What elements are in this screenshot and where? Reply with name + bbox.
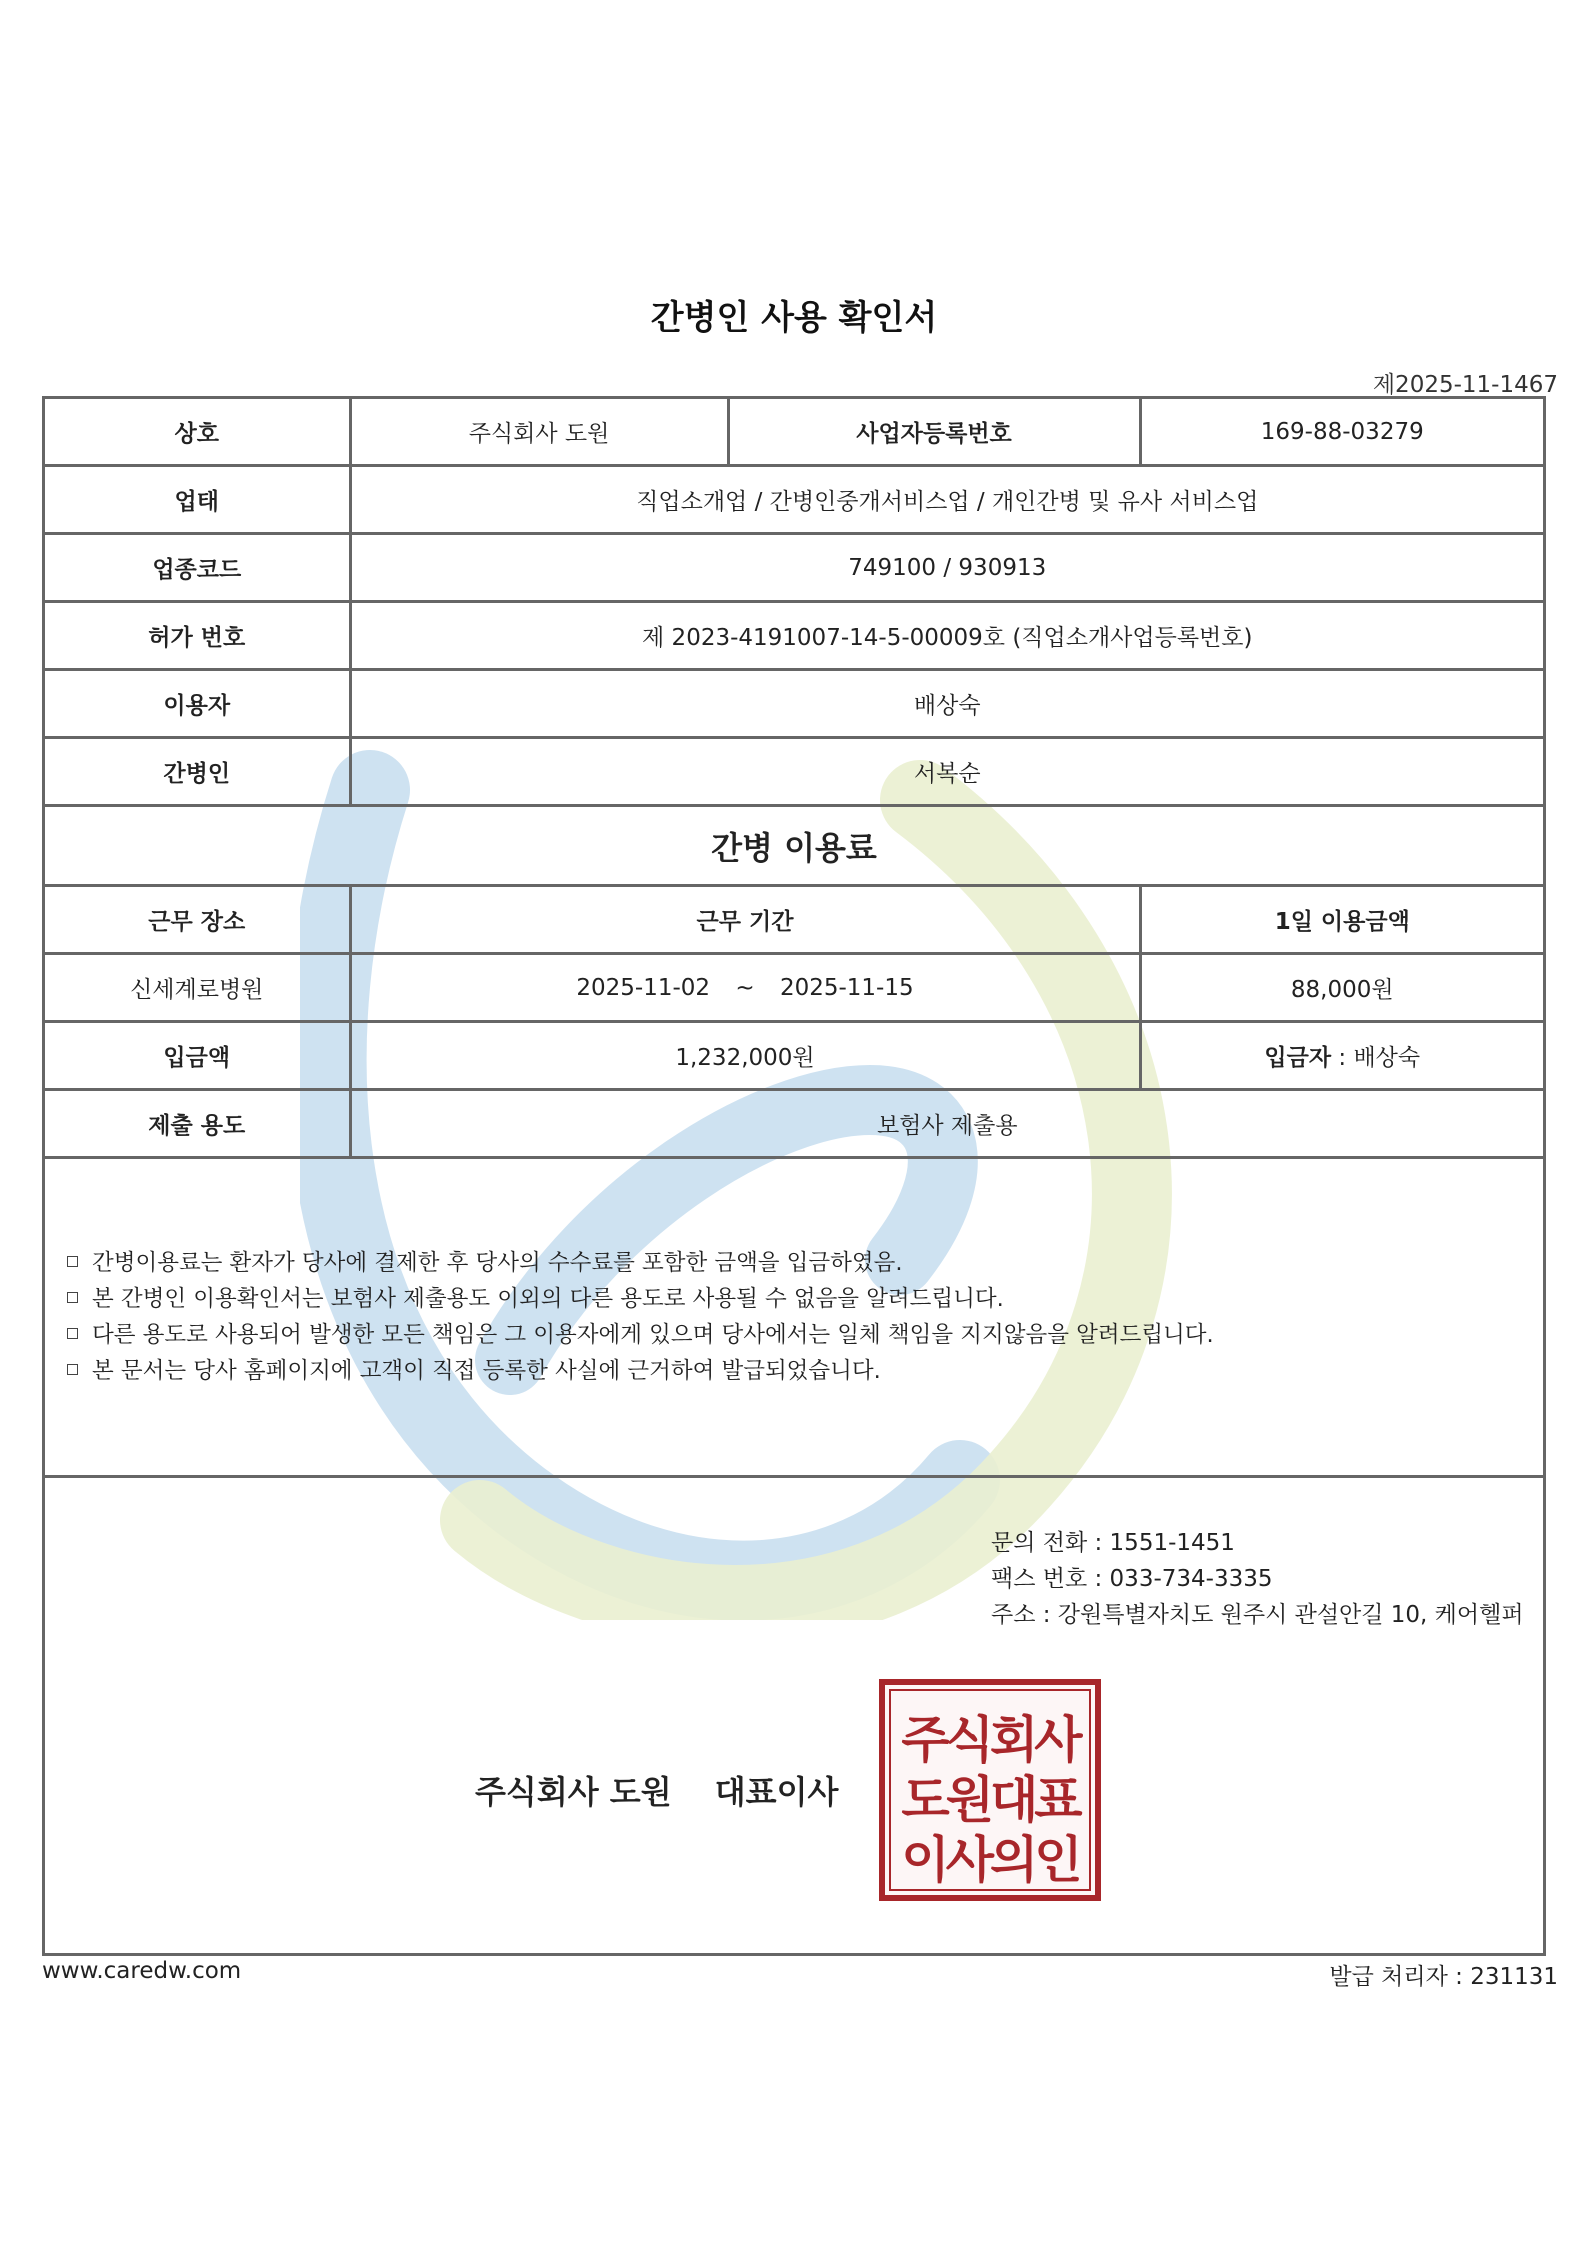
business-type-label: 업태 xyxy=(45,466,350,534)
row-license xyxy=(45,602,1543,670)
workplace-value: 신세계로병원 xyxy=(45,954,350,1022)
period-value xyxy=(350,954,1140,1022)
bizreg-label: 사업자등록번호 xyxy=(728,399,1140,466)
contact-address: 주소 : 강원특별자치도 원주시 관설안길 10, 케어헬퍼 xyxy=(991,1602,1524,1628)
row-industry-code xyxy=(45,534,1543,602)
period-end: 2025-11-15 xyxy=(779,974,914,1001)
contact-fax: 팩스 번호 : 033-734-3335 xyxy=(991,1566,1273,1592)
svg-text:도원대표: 도원대표 xyxy=(901,1771,1079,1829)
notes-item xyxy=(67,1281,1543,1317)
depositor-cell xyxy=(1140,1022,1543,1090)
company-label: 상호 xyxy=(45,399,350,466)
document-number: 제2025-11-1467 xyxy=(1372,372,1558,398)
period-label: 근무 기간 xyxy=(350,886,1140,954)
issuer-id: 발급 처리자 : 231131 xyxy=(1329,1964,1558,1990)
notes-text: 다른 용도로 사용되어 발생한 모든 책임은 그 이용자에게 있으며 당사에서는 일체 책임을 지지않음을 알려드립니다. xyxy=(92,1322,1214,1348)
square-bullet-icon xyxy=(67,1364,78,1375)
industry-code-value: 749100 / 930913 xyxy=(350,534,1543,602)
row-purpose xyxy=(45,1090,1543,1158)
signature-company: 주식회사 도원 xyxy=(475,1773,672,1811)
row-caregiver xyxy=(45,738,1543,806)
signature-line xyxy=(475,1767,838,1813)
workplace-label: 근무 장소 xyxy=(45,886,350,954)
business-type-value: 직업소개업 / 간병인중개서비스업 / 개인간병 및 유사 서비스업 xyxy=(350,466,1543,534)
document-title: 간병인 사용 확인서 xyxy=(650,298,938,338)
industry-code-label: 업종코드 xyxy=(45,534,350,602)
row-deposit xyxy=(45,1022,1543,1090)
license-value: 제 2023-4191007-14-5-00009호 (직업소개사업등록번호) xyxy=(350,602,1543,670)
caregiver-value: 서복순 xyxy=(350,738,1543,806)
fee-section-title: 간병 이용료 xyxy=(45,806,1543,886)
row-company xyxy=(45,399,1543,466)
daily-fee-value: 88,000원 xyxy=(1140,954,1543,1022)
notes-item xyxy=(67,1245,1543,1281)
website-link[interactable]: www.caredw.com xyxy=(42,1958,242,1984)
company-value: 주식회사 도원 xyxy=(350,399,728,466)
contact-block xyxy=(991,1525,1524,1633)
deposit-value: 1,232,000원 xyxy=(350,1022,1140,1090)
depositor-label: 입금자 xyxy=(1264,1045,1332,1071)
depositor-separator: : xyxy=(1331,1045,1354,1071)
svg-text:이사의인: 이사의인 xyxy=(901,1831,1079,1889)
document-frame xyxy=(42,396,1546,1956)
user-value: 배상숙 xyxy=(350,670,1543,738)
row-business-type xyxy=(45,466,1543,534)
notes-text: 간병이용료는 환자가 당사에 결제한 후 당사의 수수료를 포함한 금액을 입금하였음. xyxy=(92,1250,903,1276)
notes-text: 본 문서는 당사 홈페이지에 고객이 직접 등록한 사실에 근거하여 발급되었습니다. xyxy=(92,1358,881,1384)
row-notes xyxy=(45,1158,1543,1477)
svg-text:주식회사: 주식회사 xyxy=(901,1711,1079,1769)
notes-text: 본 간병인 이용확인서는 보험사 제출용도 이외의 다른 용도로 사용될 수 없음을 알려드립니다. xyxy=(92,1286,1004,1312)
notes-item xyxy=(67,1317,1543,1353)
row-fee-headers xyxy=(45,886,1543,954)
bizreg-value: 169-88-03279 xyxy=(1140,399,1543,466)
notes-list xyxy=(67,1245,1543,1389)
square-bullet-icon xyxy=(67,1292,78,1303)
depositor-value: 배상숙 xyxy=(1353,1045,1421,1071)
contact-phone: 문의 전화 : 1551-1451 xyxy=(991,1530,1235,1556)
user-label: 이용자 xyxy=(45,670,350,738)
row-fee-title xyxy=(45,806,1543,886)
notes-cell xyxy=(45,1158,1543,1477)
license-label: 허가 번호 xyxy=(45,602,350,670)
notes-item xyxy=(67,1353,1543,1389)
daily-fee-label: 1일 이용금액 xyxy=(1140,886,1543,954)
deposit-label: 입금액 xyxy=(45,1022,350,1090)
company-seal-stamp xyxy=(879,1679,1101,1901)
square-bullet-icon xyxy=(67,1328,78,1339)
info-table xyxy=(45,399,1543,1478)
caregiver-label: 간병인 xyxy=(45,738,350,806)
row-user xyxy=(45,670,1543,738)
signature-title: 대표이사 xyxy=(714,1773,839,1811)
purpose-label: 제출 용도 xyxy=(45,1090,350,1158)
square-bullet-icon xyxy=(67,1256,78,1267)
period-separator: ~ xyxy=(735,974,755,1001)
row-fee-values xyxy=(45,954,1543,1022)
period-start: 2025-11-02 xyxy=(576,974,711,1001)
purpose-value: 보험사 제출용 xyxy=(350,1090,1543,1158)
